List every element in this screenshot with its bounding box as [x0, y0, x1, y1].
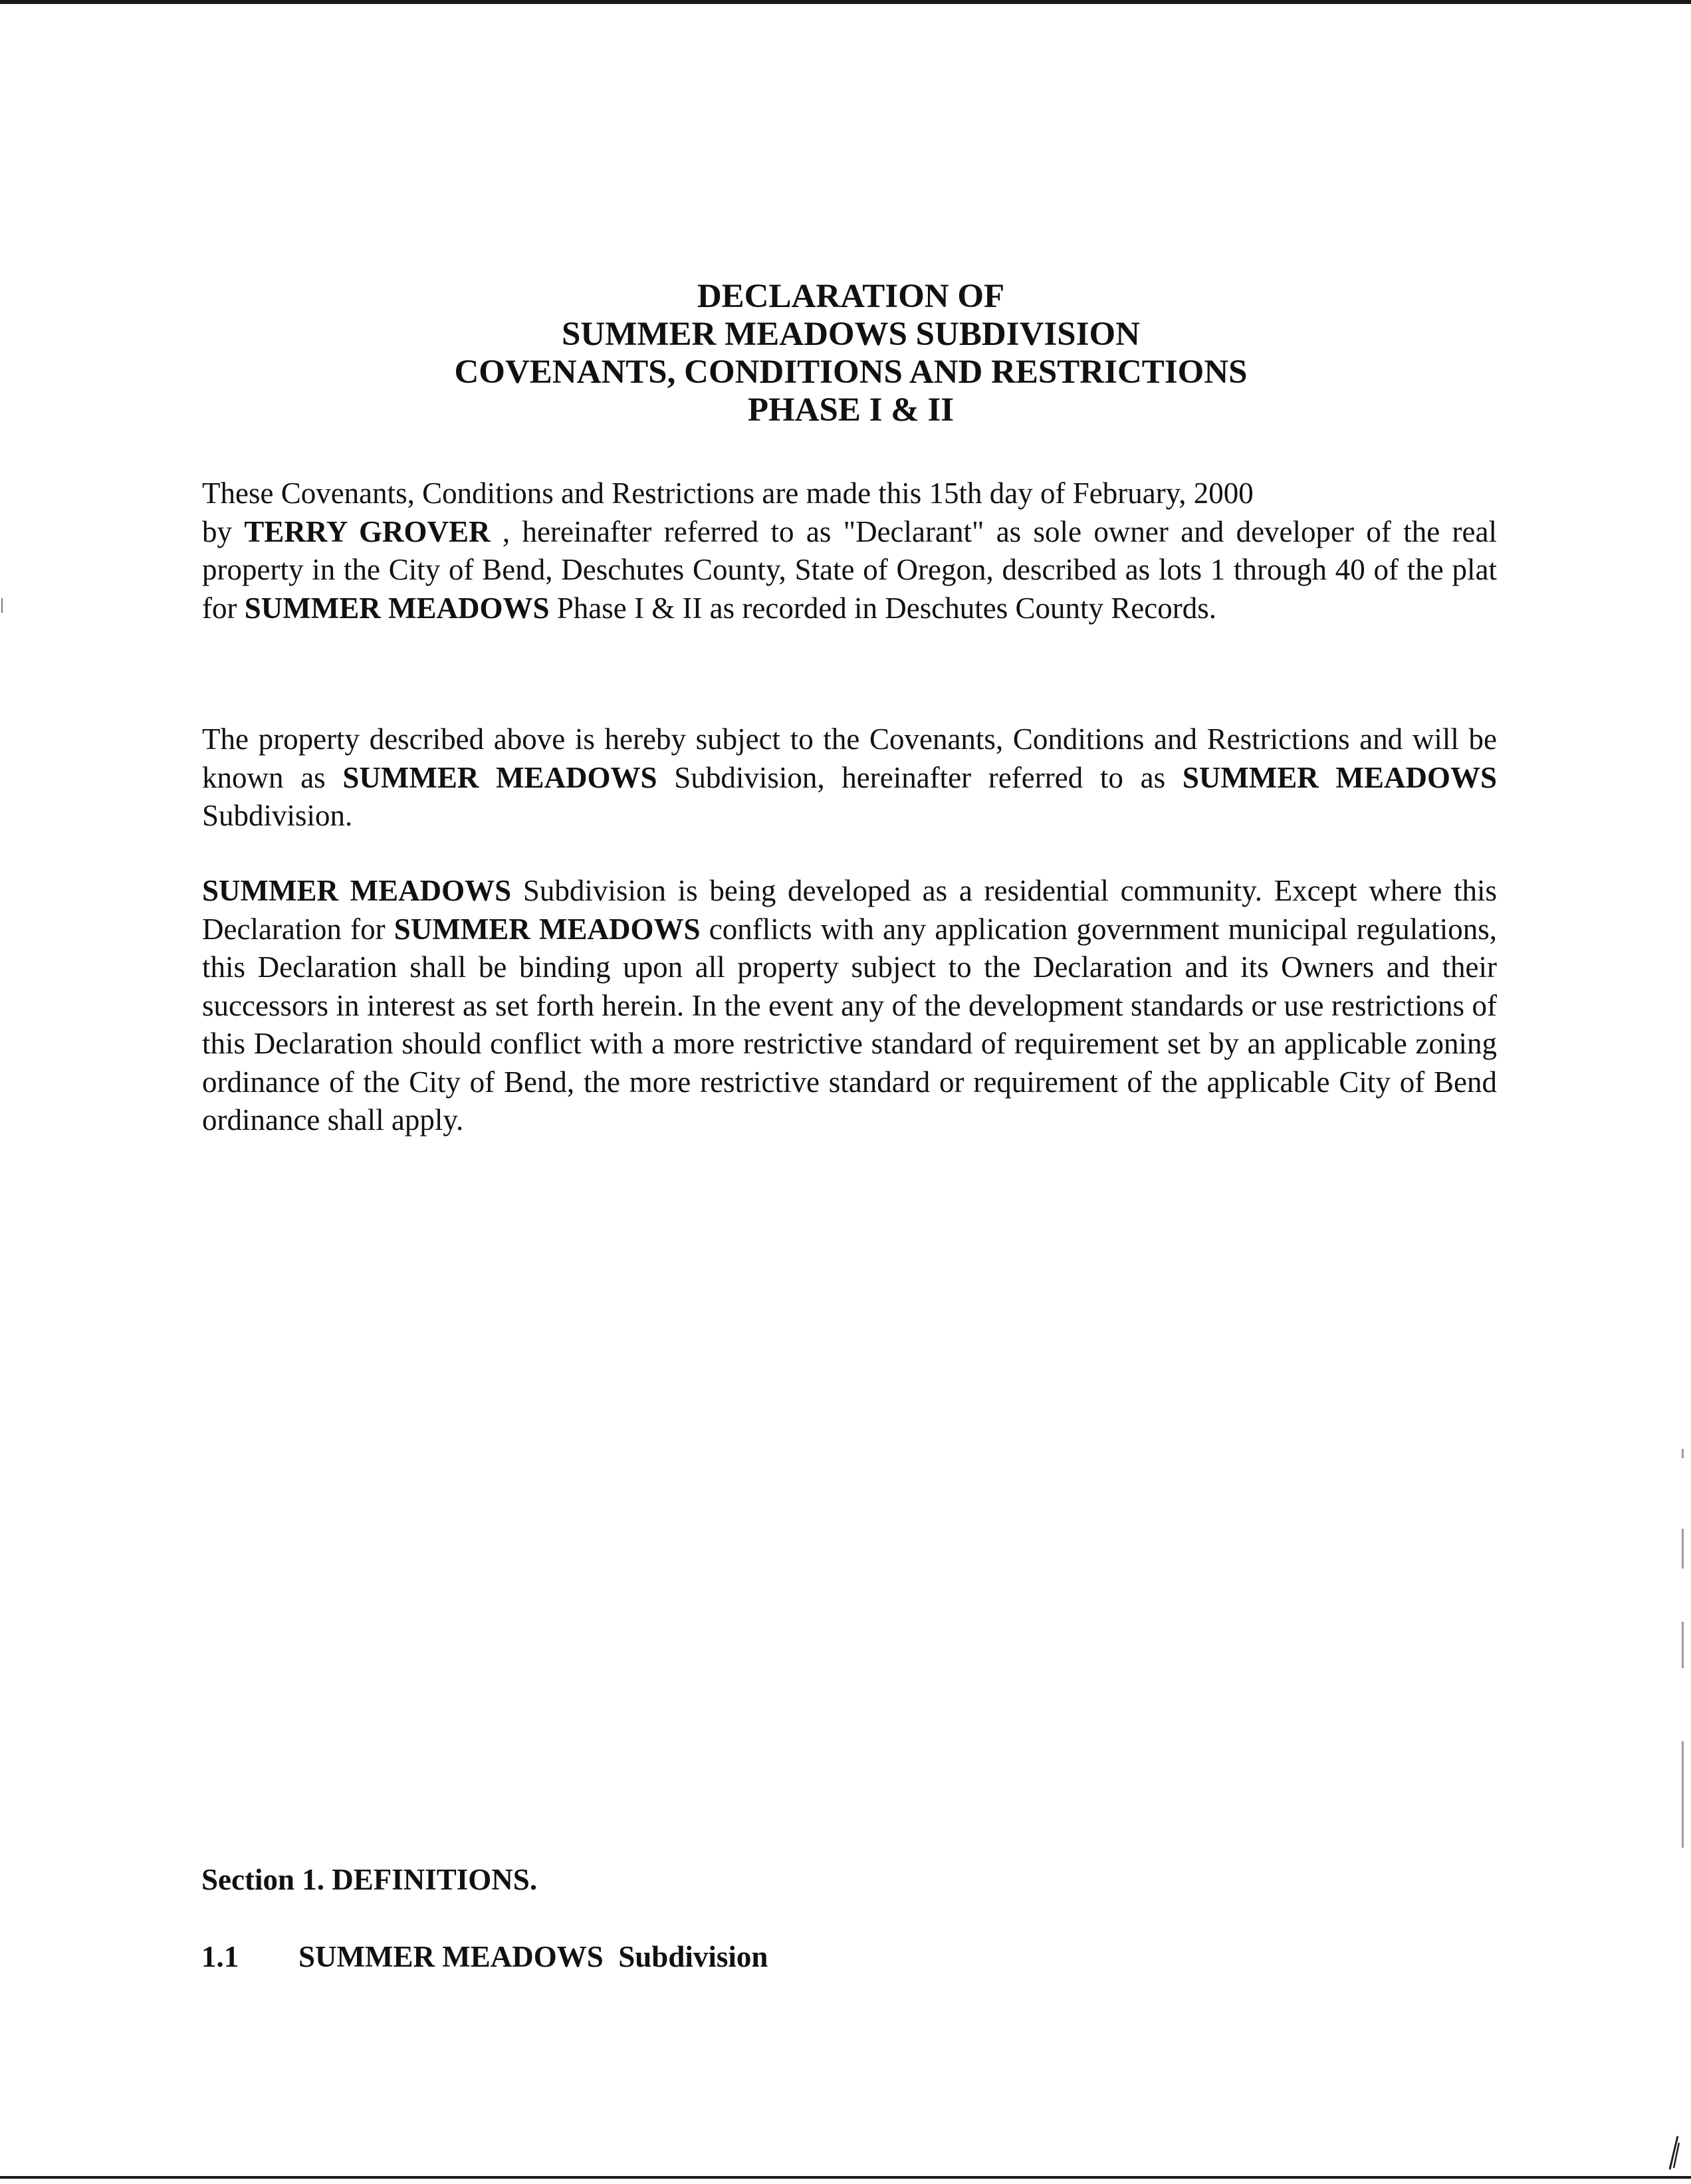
subdivision-name: SUMMER MEADOWS: [342, 760, 657, 794]
page-bottom-border: [0, 2176, 1691, 2179]
intro-text-b: Phase I & II as recorded in Deschutes County Records.: [549, 591, 1216, 625]
subsection-number: 1.1: [201, 1940, 239, 1973]
community-paragraph: [202, 872, 1497, 1140]
subdivision-name: SUMMER MEADOWS: [1182, 760, 1498, 794]
subdivision-name: SUMMER MEADOWS: [202, 874, 512, 907]
subsection-1-1-heading: [201, 1938, 768, 1976]
intro-first-line: These Covenants, Conditions and Restrictions are made this 15th day of February, 2000: [202, 477, 1254, 510]
intro-paragraph: [202, 475, 1497, 627]
title-line-1: DECLARATION OF: [697, 278, 1005, 315]
subdivision-name: SUMMER MEADOWS: [394, 912, 701, 946]
title-line-2: SUMMER MEADOWS SUBDIVISION: [562, 316, 1140, 353]
handwritten-mark-icon: [1664, 2133, 1682, 2172]
declarant-name: TERRY GROVER: [244, 514, 491, 548]
subsection-title: SUMMER MEADOWS Subdivision: [298, 1940, 768, 1973]
scan-artifact-right: [1682, 1449, 1684, 1458]
intro-by: by: [202, 514, 245, 548]
property-text-a: The property described above is hereby subject to the Covenants, Conditions and Restrictions and will be known as: [202, 722, 1497, 794]
title-line-3: COVENANTS, CONDITIONS AND RESTRICTIONS: [454, 354, 1248, 391]
community-text-a: Subdivision is being developed as a residential community. Except where this Declaration for: [202, 874, 1497, 946]
scan-artifact-right: [1682, 1529, 1684, 1569]
community-text-b: conflicts with any application government municipal regulations, this Declaration shall be binding upon all property subject to the Declaration and its Owners and their successors in interest as set forth herein. In the event any of the development standards or use restrictions of this Declaration should conflict with a more restrictive standard of requirement set by an applicable zoning ordinance of the City of Bend, the more restrictive standard or requirement of the applicable City of Bend ordinance shall apply.: [202, 912, 1497, 1137]
subdivision-name: SUMMER MEADOWS: [244, 591, 550, 625]
page-top-border: [0, 0, 1691, 4]
property-paragraph: [202, 720, 1497, 835]
intro-text-a: , hereinafter referred to as "Declarant" as sole owner and developer of the real property in the City of Bend, Deschutes County, State of Oregon, described as lots 1 through 40 of the plat for: [202, 514, 1497, 625]
section-1-heading: Section 1. DEFINITIONS.: [201, 1863, 538, 1896]
document-title: [199, 278, 1502, 429]
property-text-b: Subdivision, hereinafter referred to as: [657, 760, 1183, 794]
scan-artifact-left: [1, 598, 3, 613]
scan-artifact-right: [1682, 1741, 1684, 1848]
title-line-4: PHASE I & II: [747, 391, 955, 429]
scan-artifact-right: [1682, 1622, 1684, 1668]
property-text-c: Subdivision.: [202, 799, 353, 832]
